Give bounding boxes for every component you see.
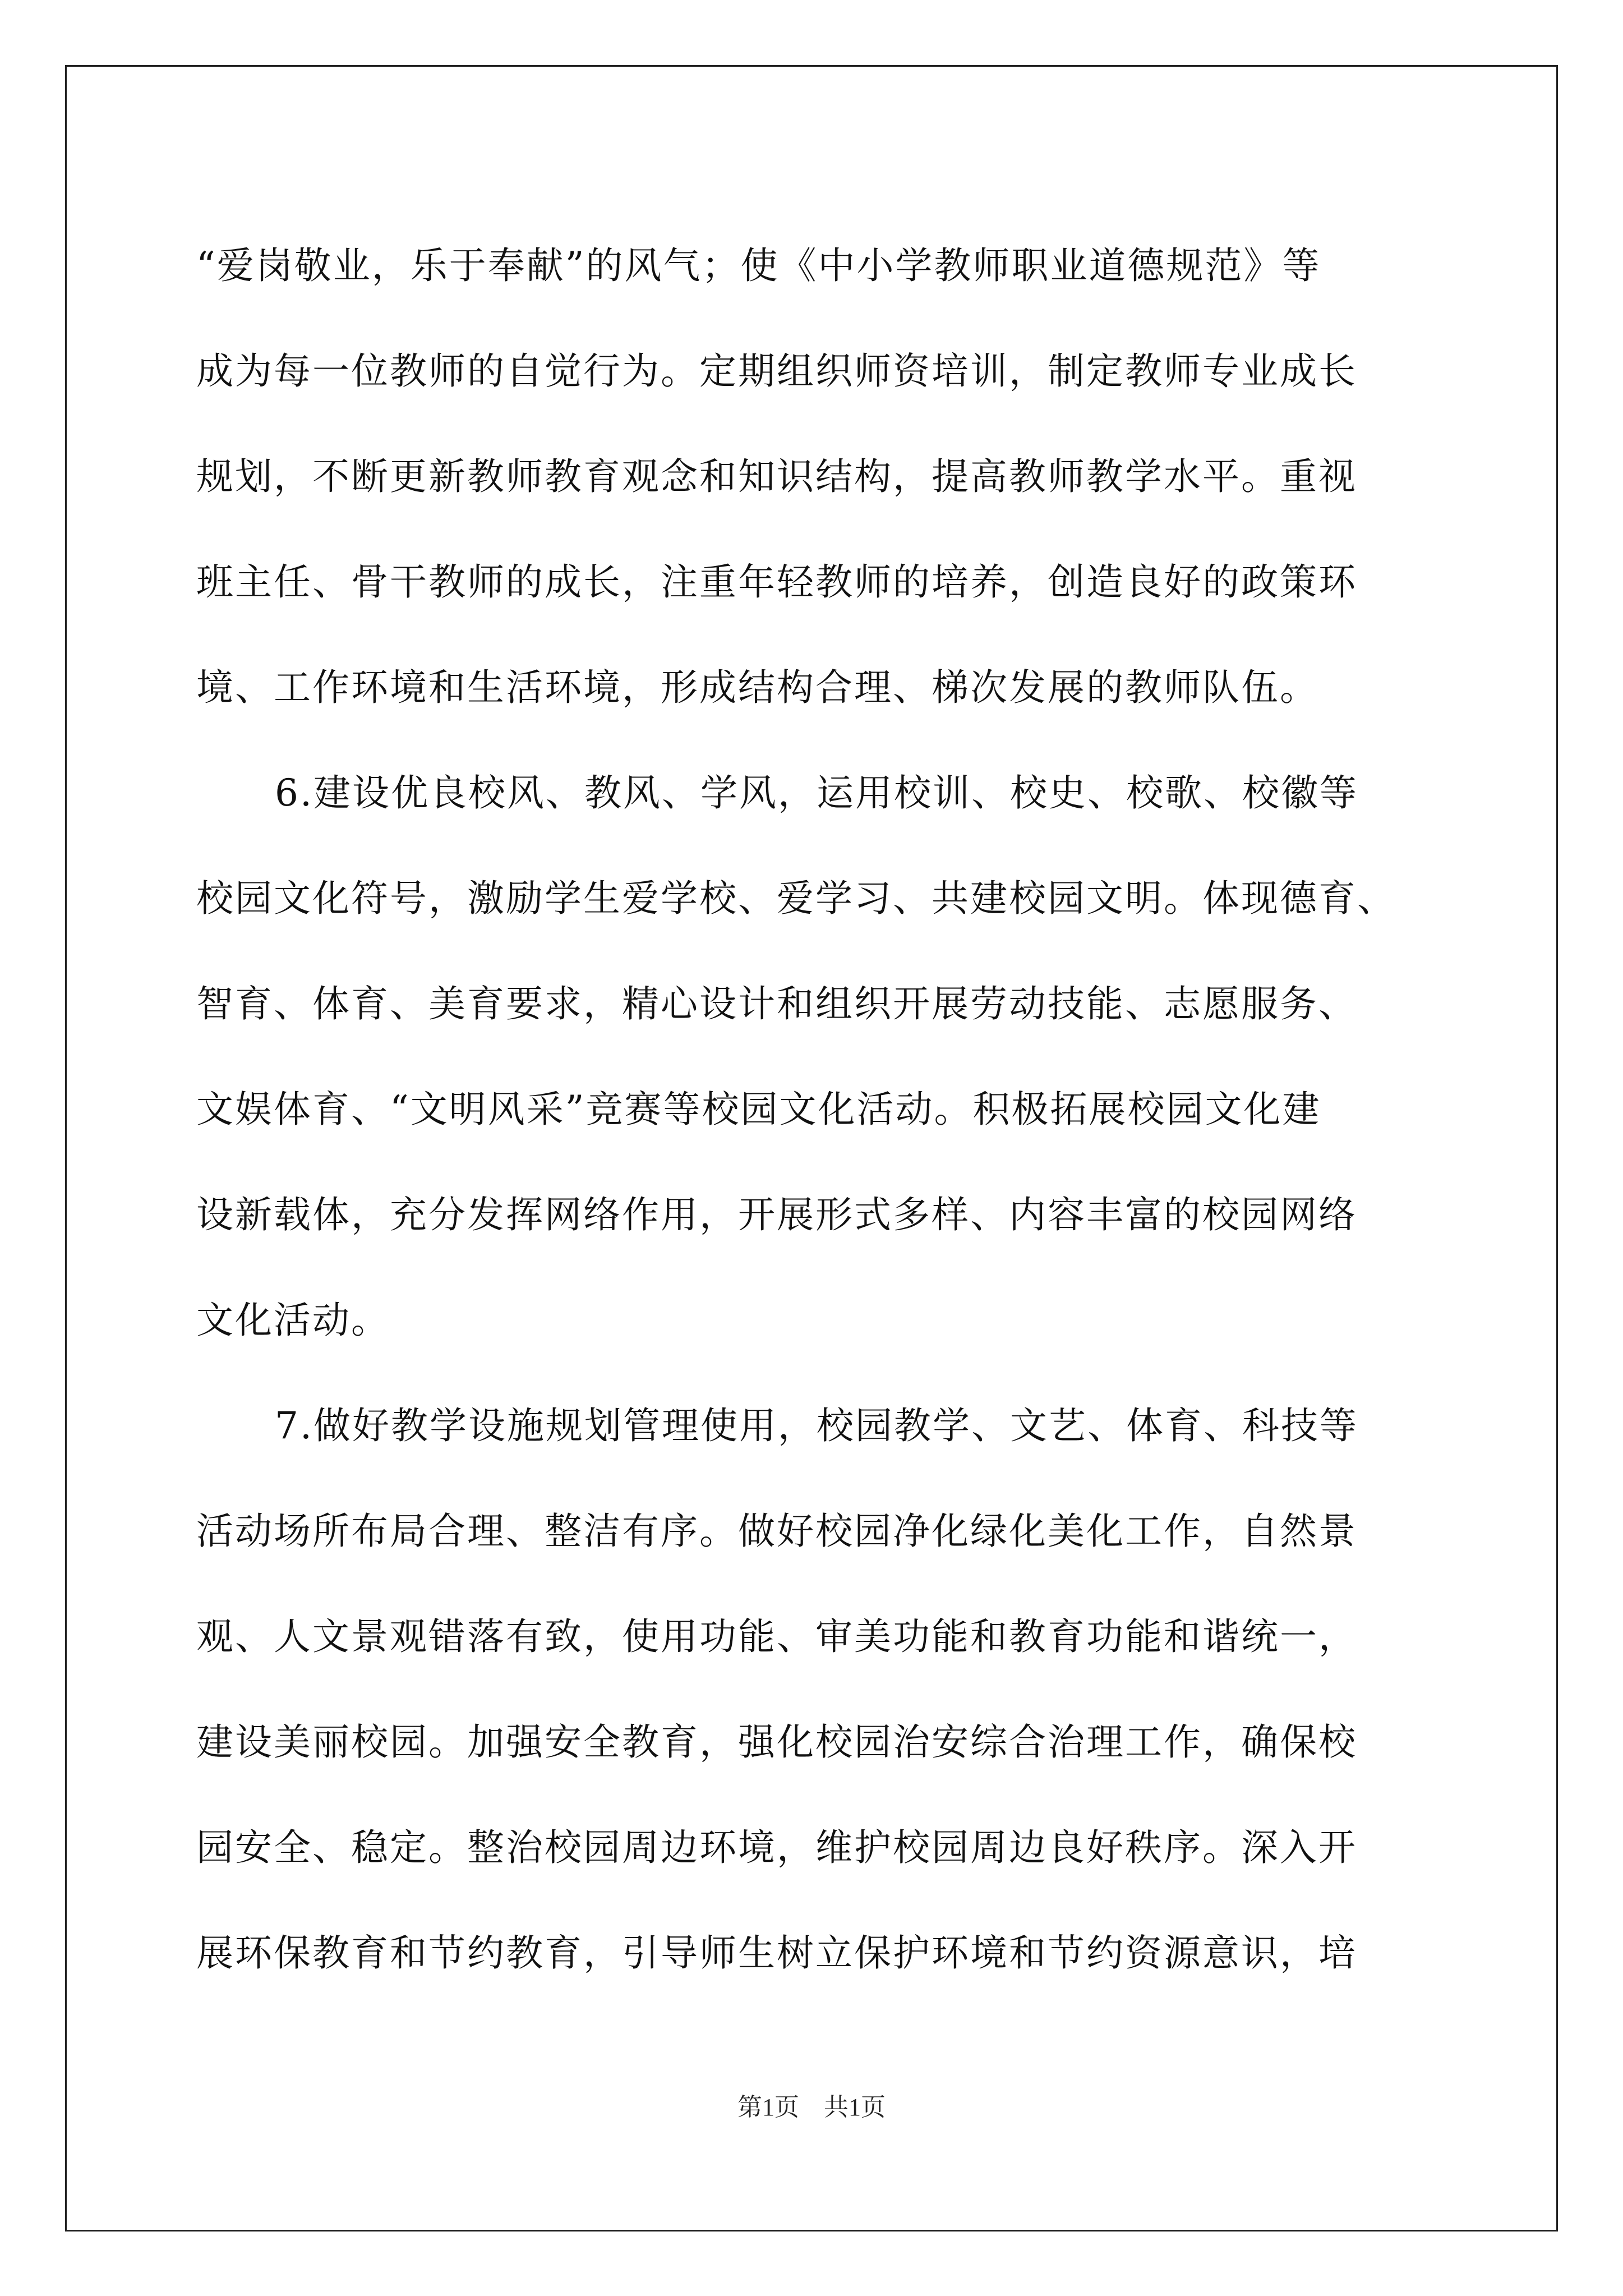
text-line: 活动场所布局合理、整洁有序。做好校园净化绿化美化工作，自然景	[196, 1510, 1357, 1553]
text-line: 成为每一位教师的自觉行为。定期组织师资培训，制定教师专业成长	[196, 349, 1357, 393]
text-line: 观、人文景观错落有致，使用功能、审美功能和教育功能和谐统一，	[196, 1615, 1357, 1658]
text-line: 班主任、骨干教师的成长，注重年轻教师的培养，创造良好的政策环	[196, 560, 1357, 604]
text-line: 建设美丽校园。加强安全教育，强化校园治安综合治理工作，确保校	[196, 1720, 1357, 1764]
text-line: 6.建设优良校风、教风、学风，运用校训、校史、校歌、校徽等	[275, 771, 1358, 815]
text-line: 7.做好教学设施规划管理使用，校园教学、文艺、体育、科技等	[275, 1404, 1358, 1447]
text-line: 文娱体育、“文明风采”竞赛等校园文化活动。积极拓展校园文化建	[196, 1088, 1321, 1131]
text-line: “爱岗敬业，乐于奉献”的风气；使《中小学教师职业道德规范》等	[196, 244, 1321, 287]
page-footer: 第1页 共1页	[737, 2093, 886, 2121]
text-line: 园安全、稳定。整治校园周边环境，维护校园周边良好秩序。深入开	[196, 1826, 1357, 1869]
text-line: 设新载体，充分发挥网络作用，开展形式多样、内容丰富的校园网络	[196, 1193, 1357, 1236]
text-line: 文化活动。	[196, 1299, 390, 1342]
text-line: 境、工作环境和生活环境，形成结构合理、梯次发展的教师队伍。	[196, 666, 1318, 709]
document-body	[196, 213, 1447, 2006]
text-line: 智育、体育、美育要求，精心设计和组织开展劳动技能、志愿服务、	[196, 982, 1357, 1025]
text-line: 校园文化符号，激励学生爱学校、爱学习、共建校园文明。体现德育、	[196, 877, 1396, 920]
text-line: 展环保教育和节约教育，引导师生树立保护环境和节约资源意识，培	[196, 1931, 1357, 1975]
text-line: 规划，不断更新教师教育观念和知识结构，提高教师教学水平。重视	[196, 455, 1357, 498]
